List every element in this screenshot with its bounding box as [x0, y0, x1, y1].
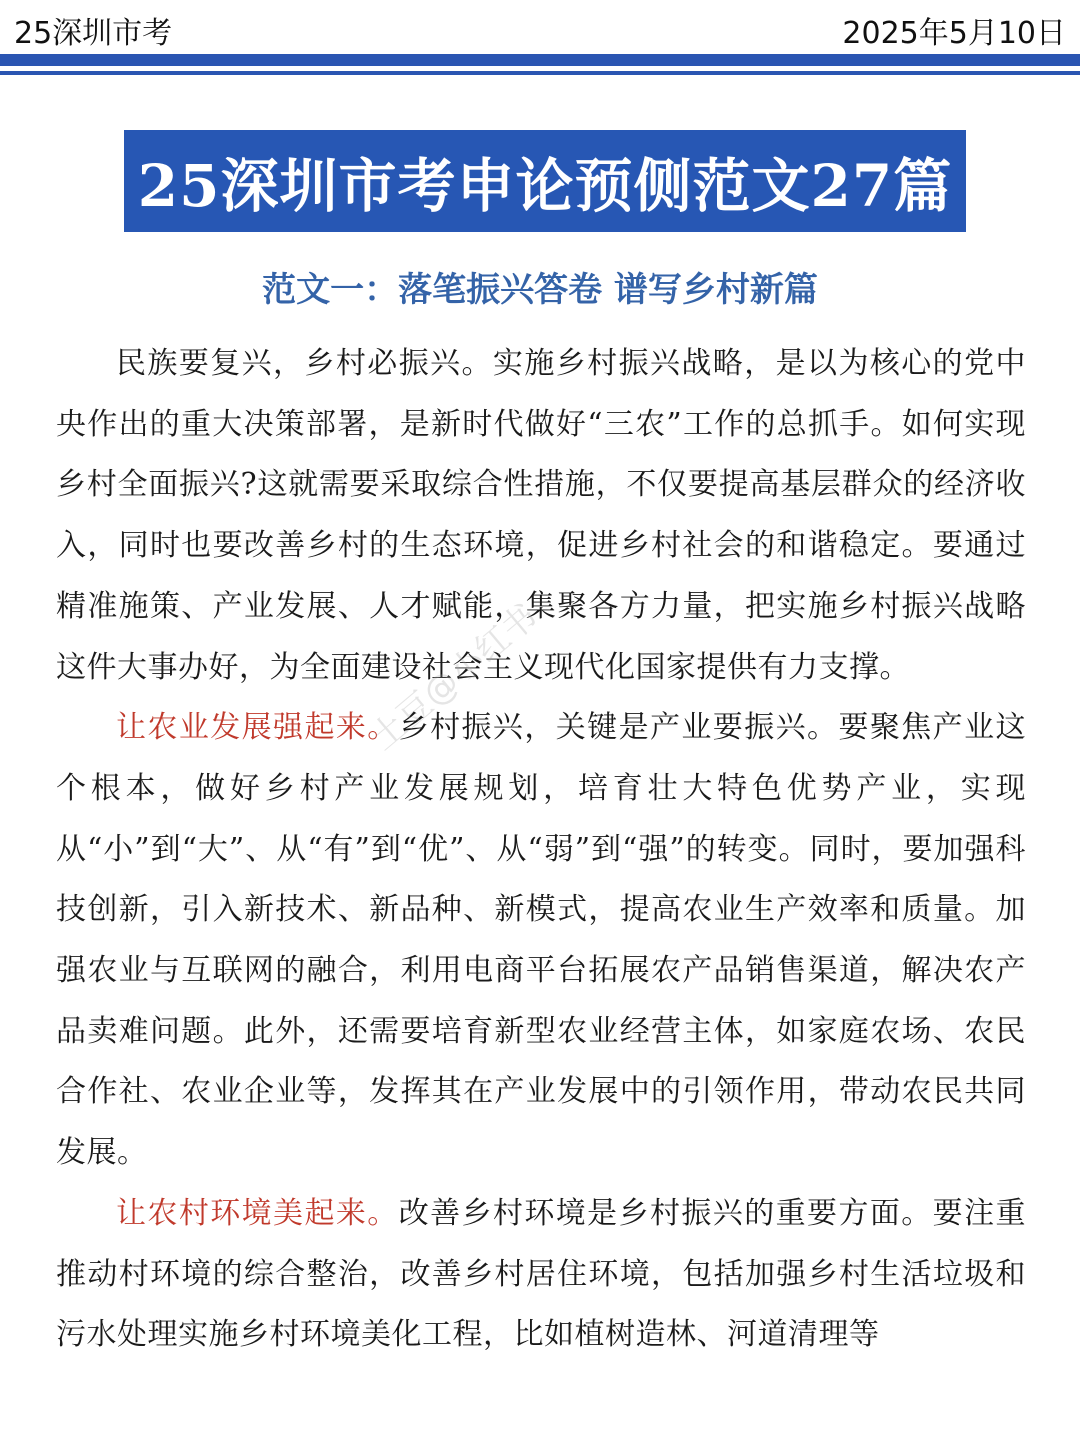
paragraph-lead: 让农业发展强起来。 [116, 710, 399, 746]
page-header [0, 0, 1080, 56]
watermark: 土豆@小红书 [363, 596, 546, 759]
essay-subtitle: 范文一：落笔振兴答卷 谱写乡村新篇 [262, 270, 818, 310]
essay-body [56, 334, 1026, 1366]
header-date: 2025年5月10日 [842, 16, 1066, 51]
paragraph-text: 民族要复兴，乡村必振兴。实施乡村振兴战略，是以为核心的党中央作出的重大决策部署，是新时代做好“三农”工作的总抓手。如何实现乡村全面振兴?这就需要采取综合性措施，不仅要提高基层群众的经济收入，同时也要改善乡村的生态环境，促进乡村社会的和谐稳定。要通过精准施策、产业发展、人才赋能，集聚各方力量，把实施乡村振兴战略这件大事办好，为全面建设社会主义现代化国家提供有力支撑。 [56, 346, 1026, 685]
paragraph-text: 乡村振兴，关键是产业要振兴。要聚焦产业这个根本，做好乡村产业发展规划，培育壮大特色优势产业，实现从“小”到“大”、从“有”到“优”、从“弱”到“强”的转变。同时，要加强科技创新，引入新技术、新品种、新模式，提高农业生产效率和质量。加强农业与互联网的融合，利用电商平台拓展农产品销售渠道，解决农产品卖难问题。此外，还需要培育新型农业经营主体，如家庭农场、农民合作社、农业企业等，发挥其在产业发展中的引领作用，带动农民共同发展。 [56, 710, 1027, 1171]
paragraph-1 [56, 334, 1026, 698]
header-rule-thick [0, 54, 1080, 66]
paragraph-2 [56, 698, 1026, 1184]
header-rule-thin [0, 71, 1080, 75]
paragraph-text: 改善乡村环境是乡村振兴的重要方面。要注重推动村环境的综合整治，改善乡村居住环境，包括加强乡村生活垃圾和污水处理实施乡村环境美化工程，比如植树造林、河道清理等 [56, 1195, 1027, 1353]
paragraph-3 [56, 1184, 1026, 1366]
header-left-label: 25深圳市考 [14, 16, 173, 51]
paragraph-lead: 让农村环境美起来。 [116, 1195, 399, 1231]
title-banner [124, 130, 966, 232]
document-title: 25深圳市考申论预侧范文27篇 [137, 152, 953, 220]
